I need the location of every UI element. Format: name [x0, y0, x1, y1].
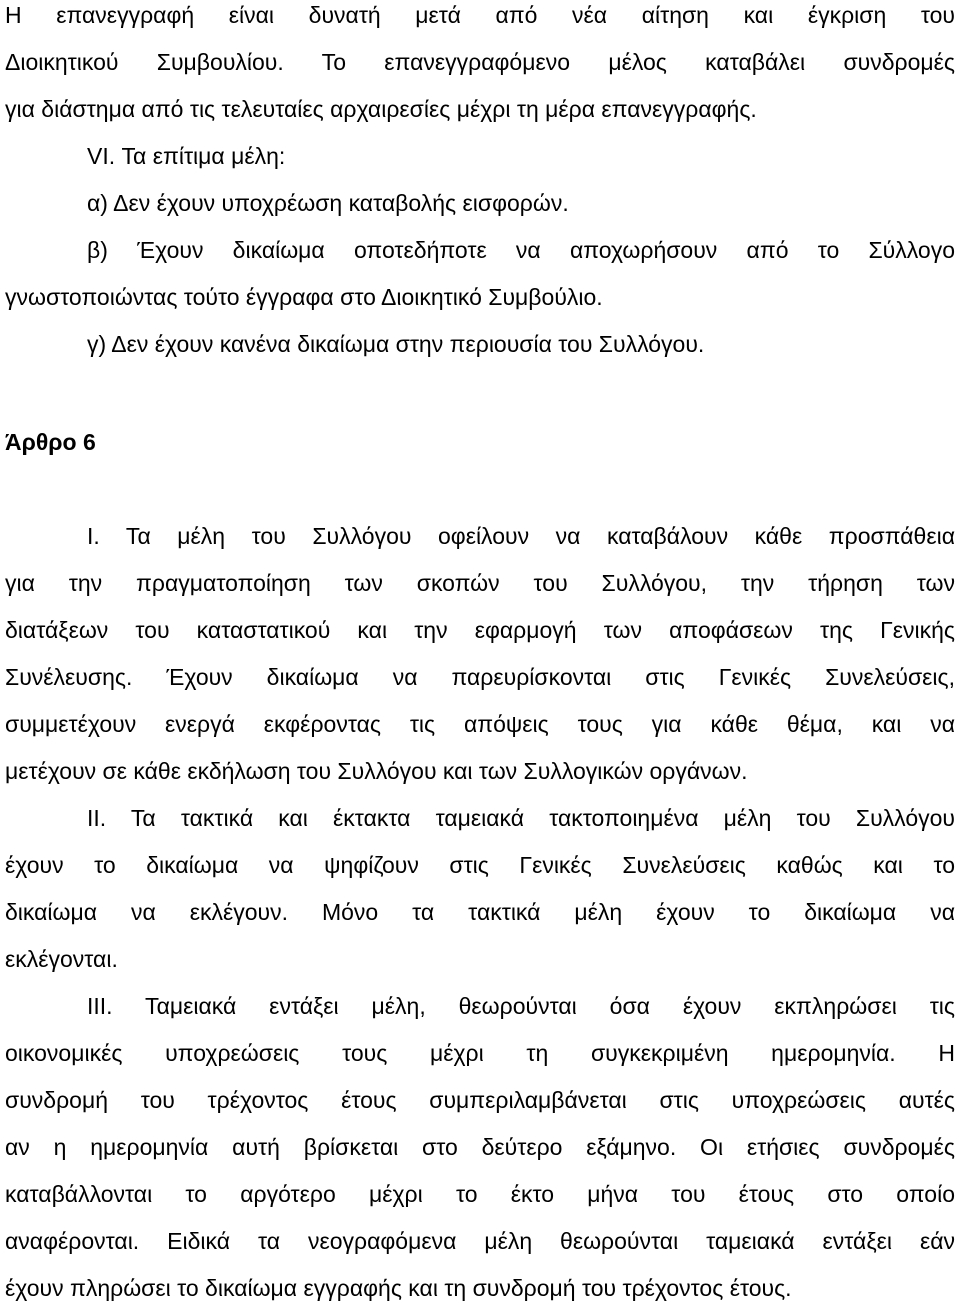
text-line: αναφέρονται. Ειδικά τα νεογραφόμενα μέλη θεωρούνται ταμειακά εντάξει εάν — [5, 1228, 955, 1254]
text-line: ΙΙ. Τα τακτικά και έκτακτα ταμειακά τακτοποιημένα μέλη του Συλλόγου — [87, 805, 955, 831]
text-line: Η επανεγγραφή είναι δυνατή μετά από νέα αίτηση και έγκριση του — [5, 2, 955, 28]
text-line: για διάστημα από τις τελευταίες αρχαιρεσίες μέχρι τη μέρα επανεγγραφής. — [5, 96, 757, 122]
text-line: μετέχουν σε κάθε εκδήλωση του Συλλόγου και των Συλλογικών οργάνων. — [5, 758, 748, 784]
text-line: VI. Τα επίτιμα μέλη: — [87, 143, 286, 169]
article-heading: Άρθρο 6 — [5, 429, 96, 455]
text-line: δικαίωμα να εκλέγουν. Μόνο τα τακτικά μέλη έχουν το δικαίωμα να — [5, 899, 955, 925]
text-line: γ) Δεν έχουν κανένα δικαίωμα στην περιουσία του Συλλόγου. — [87, 331, 705, 357]
text-line: Συνέλευσης. Έχουν δικαίωμα να παρευρίσκονται στις Γενικές Συνελεύσεις, — [5, 664, 955, 690]
text-line: α) Δεν έχουν υποχρέωση καταβολής εισφορών. — [87, 190, 569, 216]
text-line: έχουν πληρώσει το δικαίωμα εγγραφής και τη συνδρομή του τρέχοντος έτους. — [5, 1275, 792, 1301]
text-line: Διοικητικού Συμβουλίου. Το επανεγγραφόμενο μέλος καταβάλει συνδρομές — [5, 49, 955, 75]
text-line: συμμετέχουν ενεργά εκφέροντας τις απόψεις τους για κάθε θέμα, και να — [5, 711, 955, 737]
text-line: διατάξεων του καταστατικού και την εφαρμογή των αποφάσεων της Γενικής — [5, 617, 955, 643]
text-line: εκλέγονται. — [5, 946, 118, 972]
text-line: γνωστοποιώντας τούτο έγγραφα στο Διοικητικό Συμβούλιο. — [5, 284, 603, 310]
text-line: β) Έχουν δικαίωμα οποτεδήποτε να αποχωρήσουν από το Σύλλογο — [87, 237, 955, 263]
text-line: για την πραγματοποίηση των σκοπών του Συλλόγου, την τήρηση των — [5, 570, 955, 596]
text-line: Ι. Τα μέλη του Συλλόγου οφείλουν να καταβάλουν κάθε προσπάθεια — [87, 523, 955, 549]
text-line: καταβάλλονται το αργότερο μέχρι το έκτο μήνα του έτους στο οποίο — [5, 1181, 955, 1207]
text-line: ΙΙΙ. Ταμειακά εντάξει μέλη, θεωρούνται όσα έχουν εκπληρώσει τις — [87, 993, 955, 1019]
text-line: έχουν το δικαίωμα να ψηφίζουν στις Γενικές Συνελεύσεις καθώς και το — [5, 852, 955, 878]
text-line: οικονομικές υποχρεώσεις τους μέχρι τη συγκεκριμένη ημερομηνία. Η — [5, 1040, 955, 1066]
text-line: συνδρομή του τρέχοντος έτους συμπεριλαμβάνεται στις υποχρεώσεις αυτές — [5, 1087, 955, 1113]
text-line: αν η ημερομηνία αυτή βρίσκεται στο δεύτερο εξάμηνο. Οι ετήσιες συνδρομές — [5, 1134, 955, 1160]
